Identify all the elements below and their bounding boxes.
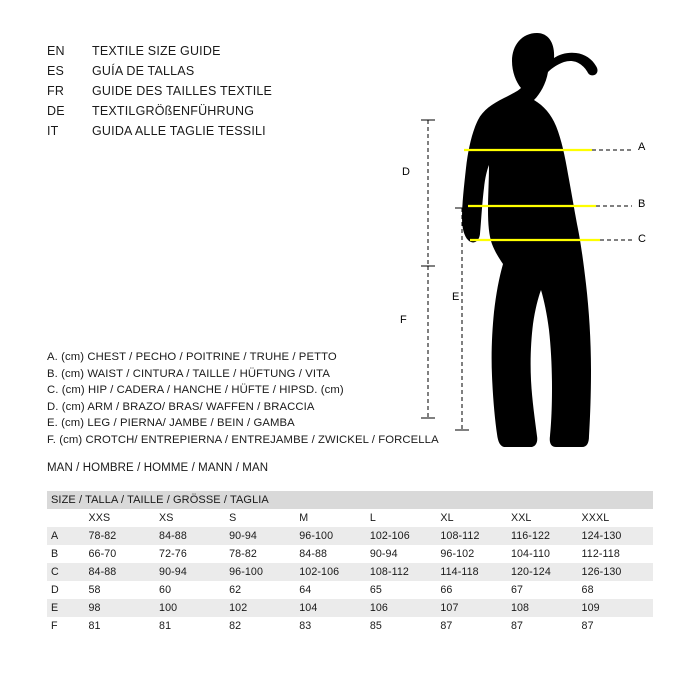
table-cell: 81	[88, 617, 159, 635]
table-cell: 90-94	[370, 545, 441, 563]
table-row	[47, 599, 653, 617]
label-b: B	[638, 198, 646, 210]
legend-line-e: E. (cm) LEG / PIERNA/ JAMBE / BEIN / GAMBA	[47, 417, 295, 430]
column-header-s: S	[229, 509, 299, 527]
table-row	[47, 545, 653, 563]
table-cell: 68	[582, 581, 653, 599]
row-label: D	[47, 581, 88, 599]
row-label: C	[47, 563, 88, 581]
language-row	[47, 44, 387, 64]
language-code: DE	[47, 104, 65, 118]
row-label: E	[47, 599, 88, 617]
table-cell: 64	[299, 581, 370, 599]
table-cell: 90-94	[159, 563, 229, 581]
language-title: GUÍA DE TALLAS	[92, 64, 195, 78]
table-cell: 120-124	[511, 563, 582, 581]
legend-line-b: B. (cm) WAIST / CINTURA / TAILLE / HÜFTUNG / VITA	[47, 367, 330, 380]
language-row	[47, 104, 387, 124]
column-header-xxs: XXS	[88, 509, 159, 527]
label-f: F	[400, 314, 407, 326]
table-cell: 108	[511, 599, 582, 617]
table-cell: 81	[159, 617, 229, 635]
table-column-row	[47, 509, 653, 527]
table-cell: 114-118	[440, 563, 511, 581]
table-cell: 66-70	[88, 545, 159, 563]
language-title: TEXTILE SIZE GUIDE	[92, 44, 221, 58]
table-cell: 112-118	[582, 545, 653, 563]
language-titles	[47, 44, 387, 144]
table-cell: 84-88	[299, 545, 370, 563]
table-cell: 90-94	[229, 527, 299, 545]
language-code: IT	[47, 124, 59, 138]
table-cell: 87	[440, 617, 511, 635]
table-cell: 124-130	[582, 527, 653, 545]
row-label: A	[47, 527, 88, 545]
legend-line-a: A. (cm) CHEST / PECHO / POITRINE / TRUHE / PETTO	[47, 351, 337, 363]
legend-line-d: D. (cm) ARM / BRAZO/ BRAS/ WAFFEN / BRACCIA	[47, 400, 315, 413]
table-cell: 96-100	[229, 563, 299, 581]
table-cell: 96-100	[299, 527, 370, 545]
table-cell: 65	[370, 581, 441, 599]
table-cell: 98	[88, 599, 159, 617]
table-cell: 104-110	[511, 545, 582, 563]
table-cell: 78-82	[88, 527, 159, 545]
language-row	[47, 64, 387, 84]
table-cell: 109	[582, 599, 653, 617]
table-cell: 87	[582, 617, 653, 635]
table-cell: 106	[370, 599, 441, 617]
language-code: EN	[47, 44, 65, 58]
language-code: FR	[47, 84, 65, 98]
table-cell: 84-88	[88, 563, 159, 581]
label-d: D	[402, 166, 410, 178]
table-cell: 58	[88, 581, 159, 599]
language-title: TEXTILGRÖßENFÜHRUNG	[92, 104, 255, 118]
table-row	[47, 581, 653, 599]
table-cell: 126-130	[582, 563, 653, 581]
table-row	[47, 563, 653, 581]
table-cell: 107	[440, 599, 511, 617]
table-cell: 67	[511, 581, 582, 599]
silhouette-figure	[400, 28, 665, 458]
column-corner	[47, 509, 88, 527]
table-cell: 72-76	[159, 545, 229, 563]
table-cell: 108-112	[440, 527, 511, 545]
table-cell: 83	[299, 617, 370, 635]
language-row	[47, 84, 387, 104]
table-cell: 108-112	[370, 563, 441, 581]
column-header-m: M	[299, 509, 370, 527]
column-header-xl: XL	[440, 509, 511, 527]
table-cell: 66	[440, 581, 511, 599]
label-a: A	[638, 141, 646, 153]
table-header-title: SIZE / TALLA / TAILLE / GRÖSSE / TAGLIA	[47, 491, 653, 509]
legend-line-c: C. (cm) HIP / CADERA / HANCHE / HÜFTE / HIPSD. (cm)	[47, 384, 344, 397]
table-cell: 84-88	[159, 527, 229, 545]
table-cell: 60	[159, 581, 229, 599]
table-cell: 62	[229, 581, 299, 599]
table-cell: 102-106	[370, 527, 441, 545]
language-row	[47, 124, 387, 144]
table-cell: 116-122	[511, 527, 582, 545]
table-cell: 104	[299, 599, 370, 617]
table-row	[47, 527, 653, 545]
table-cell: 102	[229, 599, 299, 617]
table-cell: 102-106	[299, 563, 370, 581]
table-cell: 96-102	[440, 545, 511, 563]
table-header-row	[47, 491, 653, 509]
column-header-xs: XS	[159, 509, 229, 527]
gender-line: MAN / HOMBRE / HOMME / MANN / MAN	[47, 462, 269, 474]
label-c: C	[638, 233, 646, 245]
table-cell: 100	[159, 599, 229, 617]
row-label: F	[47, 617, 88, 635]
size-table-wrapper	[47, 491, 653, 635]
table-row	[47, 617, 653, 635]
man-silhouette-svg	[400, 28, 665, 458]
table-cell: 87	[511, 617, 582, 635]
language-code: ES	[47, 64, 65, 78]
table-cell: 78-82	[229, 545, 299, 563]
language-title: GUIDA ALLE TAGLIE TESSILI	[92, 124, 266, 138]
row-label: B	[47, 545, 88, 563]
column-header-xxxl: XXXL	[582, 509, 653, 527]
table-cell: 85	[370, 617, 441, 635]
column-header-l: L	[370, 509, 441, 527]
language-title: GUIDE DES TAILLES TEXTILE	[92, 84, 273, 98]
legend-line-f: F. (cm) CROTCH/ ENTREPIERNA / ENTREJAMBE / ZWICKEL / FORCELLA	[47, 433, 439, 446]
size-table	[47, 491, 653, 635]
column-header-xxl: XXL	[511, 509, 582, 527]
table-cell: 82	[229, 617, 299, 635]
label-e: E	[452, 291, 460, 303]
